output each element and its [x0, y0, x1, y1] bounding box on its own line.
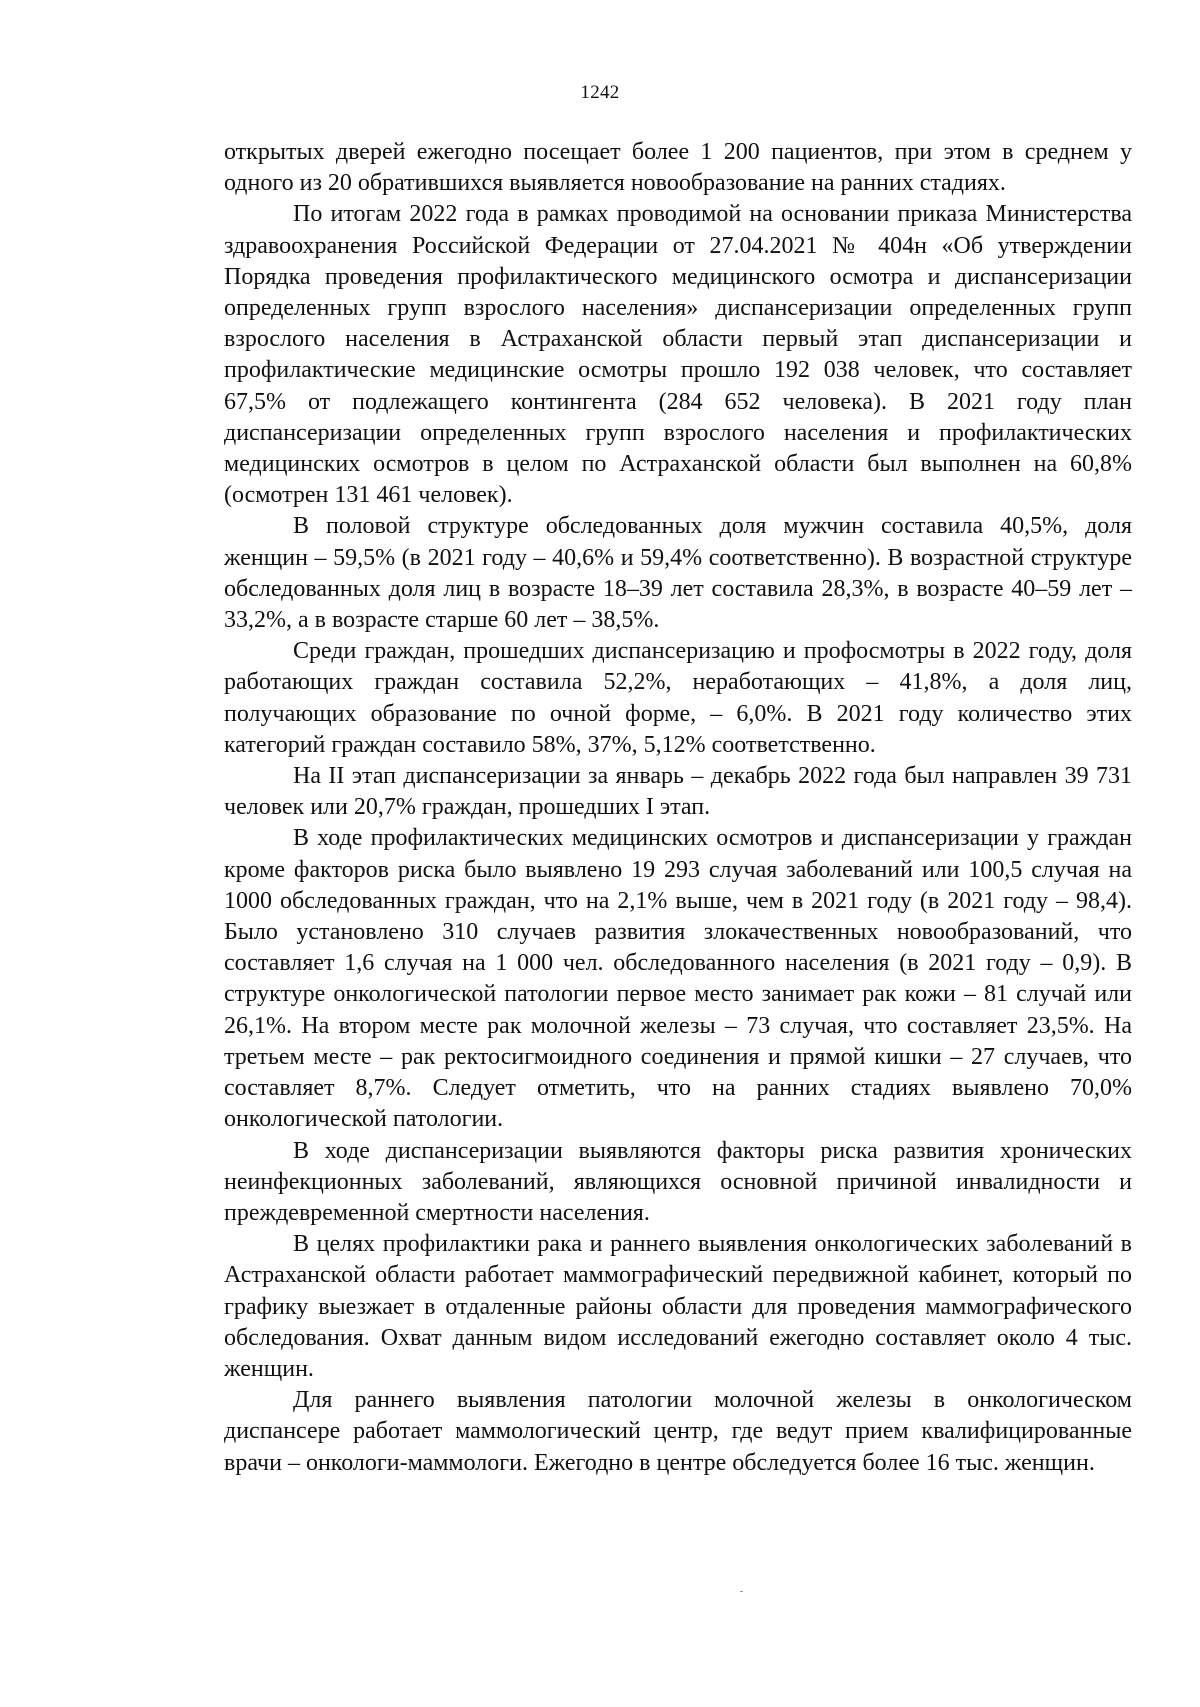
- paragraph-mobile-mammography: В целях профилактики рака и раннего выявления онкологических заболеваний в Астраханской области работает маммографический передвижной кабинет, который по графику выезжает в отдаленные районы области для проведения маммографического обследования. Охват данным видом исследований ежегодно составляет около 4 тыс. женщин.: [224, 1231, 1132, 1382]
- document-body: [224, 137, 1132, 1479]
- paragraph-second-stage: На II этап диспансеризации за январь – декабрь 2022 года был направлен 39 731 человек или 20,7% граждан, прошедших I этап.: [224, 763, 1132, 821]
- scan-speck: [740, 1591, 743, 1592]
- paragraph-gender-age-structure: В половой структуре обследованных доля мужчин составила 40,5%, доля женщин – 59,5% (в 2021 году – 40,6% и 59,4% соответственно). В возрастной структуре обследованных доля лиц в возрасте 18–39 лет составила 28,3%, в возрасте 40–59 лет – 33,2%, а в возрасте старше 60 лет – 38,5%.: [224, 513, 1132, 634]
- paragraph-employment-structure: Среди граждан, прошедших диспансеризацию и профосмотры в 2022 году, доля работающих граждан составила 52,2%, неработающих – 41,8%, а доля лиц, получающих образование по очной форме, – 6,0%. В 2021 году количество этих категорий граждан составило 58%, 37%, 5,12% соответственно.: [224, 638, 1132, 758]
- paragraph-risk-factors: В ходе диспансеризации выявляются факторы риска развития хронических неинфекционных заболеваний, являющихся основной причиной инвалидности и преждевременной смертности населения.: [224, 1137, 1132, 1226]
- paragraph-detected-diseases: В ходе профилактических медицинских осмотров и диспансеризации у граждан кроме факторов риска было выявлено 19 293 случая заболеваний или 100,5 случая на 1000 обследованных граждан, что на 2,1% выше, чем в 2021 году (в 2021 году – 98,4). Было установлено 310 случаев развития злокачественных новообразований, что составляет 1,6 случая на 1 000 чел. обследованного населения (в 2021 году – 0,9). В структуре онкологической патологии первое место занимает рак кожи – 81 случай или 26,1%. На втором месте рак молочной железы – 73 случая, что составляет 23,5%. На третьем месте – рак ректосигмоидного соединения и прямой кишки – 27 случаев, что составляет 8,7%. Следует отметить, что на ранних стадиях выявлено 70,0% онкологической патологии.: [224, 825, 1132, 1133]
- paragraph-mammology-center: Для раннего выявления патологии молочной железы в онкологическом диспансере работает маммологический центр, где ведут прием квалифицированные врачи – онкологи-маммологи. Ежегодно в центре обследуется более 16 тыс. женщин.: [224, 1387, 1132, 1476]
- paragraph-dispensary-results: По итогам 2022 года в рамках проводимой на основании приказа Министерства здравоохранения Российской Федерации от 27.04.2021 № 404н «Об утверждении Порядка проведения профилактического медицинского осмотра и диспансеризации определенных групп взрослого населения» диспансеризации определенных групп взрослого населения в Астраханской области первый этап диспансеризации и профилактические медицинские осмотры прошло 192 038 человек, что составляет 67,5% от подлежащего контингента (284 652 человека). В 2021 году план диспансеризации определенных групп взрослого населения и профилактических медицинских осмотров в целом по Астраханской области был выполнен на 60,8% (осмотрен 131 461 человек).: [224, 201, 1132, 509]
- paragraph-continuation: открытых дверей ежегодно посещает более 1 200 пациентов, при этом в среднем у одного из 20 обратившихся выявляется новообразование на ранних стадиях.: [224, 139, 1132, 197]
- page-number: 1242: [580, 82, 620, 103]
